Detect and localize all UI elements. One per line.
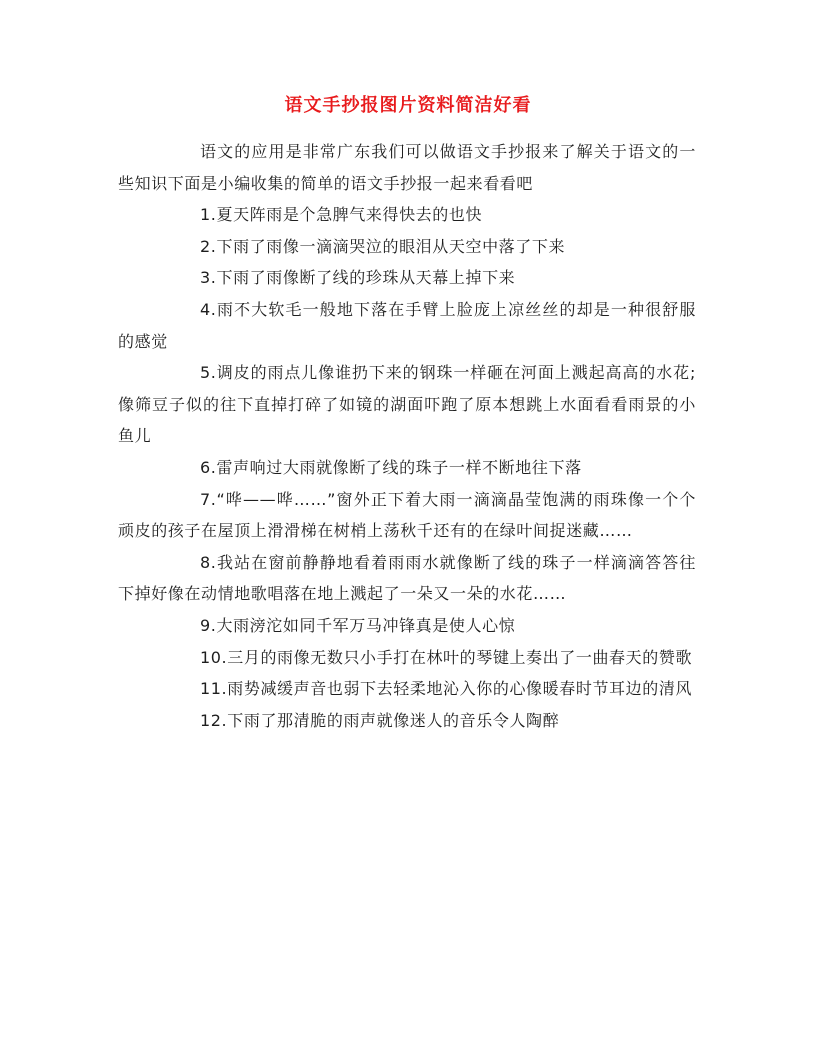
list-item-6: 6.雷声响过大雨就像断了线的珠子一样不断地往下落: [200, 457, 582, 477]
list-item-5: 5.调皮的雨点儿像谁扔下来的钢珠一样砸在河面上溅起高高的水花;像筛豆子似的往下直掉打碎了如镜的湖面吓跑了原本想跳上水面看看雨景的小鱼儿: [118, 363, 696, 446]
list-item-3: 3.下雨了雨像断了线的珍珠从天幕上掉下来: [200, 268, 516, 288]
list-item-12: 12.下雨了那清脆的雨声就像迷人的音乐令人陶醉: [200, 710, 560, 730]
intro-paragraph: 语文的应用是非常广东我们可以做语文手抄报来了解关于语文的一些知识下面是小编收集的简单的语文手抄报一起来看看吧: [118, 142, 696, 193]
list-item-7: 7.“哗——哗……”窗外正下着大雨一滴滴晶莹饱满的雨珠像一个个顽皮的孩子在屋顶上滑滑梯在树梢上荡秋千还有的在绿叶间捉迷藏……: [118, 489, 696, 541]
list-item-9: 9.大雨滂沱如同千军万马冲锋真是使人心惊: [200, 615, 516, 635]
list-item-8: 8.我站在窗前静静地看着雨雨水就像断了线的珠子一样滴滴答答往下掉好像在动情地歌唱落在地上溅起了一朵又一朵的水花……: [118, 552, 696, 604]
list-item-1: 1.夏天阵雨是个急脾气来得快去的也快: [200, 205, 483, 225]
list-item-10: 10.三月的雨像无数只小手打在林叶的琴键上奏出了一曲春天的赞歌: [200, 647, 693, 667]
document-body: [118, 136, 696, 736]
list-item-4: 4.雨不大软毛一般地下落在手臂上脸庞上凉丝丝的却是一种很舒服的感觉: [118, 299, 696, 351]
list-item-11: 11.雨势减缓声音也弱下去轻柔地沁入你的心像暖春时节耳边的清风: [200, 679, 693, 699]
list-item-2: 2.下雨了雨像一滴滴哭泣的眼泪从天空中落了下来: [200, 236, 566, 256]
document-title: 语文手抄报图片资料简洁好看: [284, 95, 532, 116]
